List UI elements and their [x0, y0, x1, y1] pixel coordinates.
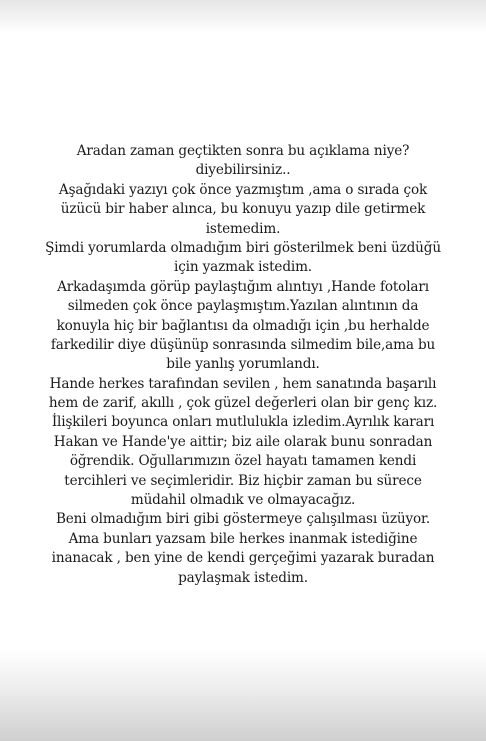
story-line: Aradan zaman geçtikten sonra bu açıklama niye? [76, 143, 410, 159]
story-line: İlişkileri boyunca onları mutlulukla izledim.Ayrılık kararı [51, 414, 435, 431]
story-line: için yazmak istedim. [174, 259, 312, 276]
story-line: farkedilir diye düşünüp sonrasında silmedim bile,ama bu [50, 336, 436, 353]
story-line: öğrendik. Oğullarımızın özel hayatı tamamen kendi [69, 453, 417, 470]
story-line: üzücü bir haber alınca, bu konuyu yazıp dile getirmek [60, 201, 426, 218]
story-line: istemedim. [205, 220, 281, 237]
story-line: müdahil olmadık ve olmayacağız. [130, 492, 356, 509]
story-line: hem de zarif, akıllı , çok güzel değerleri olan bir genç kız. [48, 395, 438, 412]
story-line: diyebilirsiniz.. [195, 162, 291, 179]
story-line: inanacak , ben yine de kendi gerçeğimi yazarak buradan [51, 550, 435, 567]
story-text-block [10, 142, 476, 588]
story-line: Ama bunları yazsam bile herkes inanmak istediğine [68, 530, 418, 547]
story-line: konuyla hiç bir bağlantısı da olmadığı için ,bu herhalde [56, 317, 430, 334]
story-line: Arkadaşımda görüp paylaştığım alıntıyı ,Hande fotoları [57, 278, 429, 295]
story-line: tercihleri ve seçimleridir. Biz hiçbir zaman bu sürece [64, 472, 422, 489]
story-line: Hakan ve Hande'ye aittir; biz aile olarak bunu sonradan [53, 433, 433, 450]
top-gradient [0, 0, 486, 34]
bottom-gradient [0, 649, 486, 741]
story-line: paylaşmak istedim. [178, 569, 308, 586]
story-line: Hande herkes tarafından sevilen , hem sanatında başarılı [49, 375, 437, 392]
story-line: Aşağıdaki yazıyı çok önce yazmıştım ,ama o sırada çok [58, 181, 428, 198]
story-line: silmeden çok önce paylaşmıştım.Yazılan alıntının da [67, 298, 419, 315]
story-line: bile yanlış yorumlandı. [166, 356, 320, 373]
story-line: Şimdi yorumlarda olmadığım biri gösterilmek beni üzdüğü [45, 239, 441, 256]
story-line: Beni olmadığım biri gibi göstermeye çalışılması üzüyor. [55, 511, 431, 528]
